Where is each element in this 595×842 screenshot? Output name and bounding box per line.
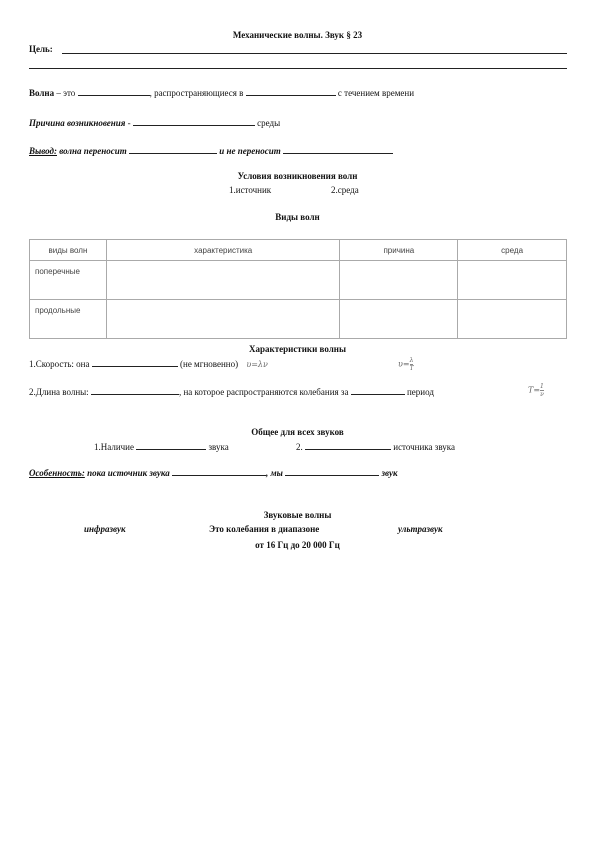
conclusion-blank-1[interactable] bbox=[129, 145, 217, 154]
feature-text-3: звук bbox=[381, 468, 398, 478]
table-header: виды волн bbox=[30, 240, 107, 261]
length-blank-2[interactable] bbox=[351, 386, 405, 395]
speed-formula: υ=λν bbox=[246, 360, 268, 369]
table-row bbox=[30, 261, 567, 300]
row-label-longitudinal: продольные bbox=[30, 300, 107, 339]
conditions-heading: Условия возникновения волн bbox=[237, 171, 358, 181]
table-cell[interactable] bbox=[340, 261, 458, 300]
common-item-1-label: 1.Наличие bbox=[94, 442, 134, 452]
period-formula-lhs: T= bbox=[528, 385, 541, 395]
cause-end: среды bbox=[257, 118, 281, 128]
table-cell[interactable] bbox=[458, 261, 567, 300]
types-heading: Виды волн bbox=[275, 212, 320, 222]
table-header: причина bbox=[340, 240, 458, 261]
wave-def-mid: , распространяющиеся в bbox=[149, 88, 244, 98]
wave-def-end: с течением времени bbox=[337, 88, 415, 98]
goal-blank-line-1[interactable] bbox=[62, 53, 567, 54]
speed-blank[interactable] bbox=[92, 358, 178, 367]
table-cell[interactable] bbox=[458, 300, 567, 339]
conditions-item-1: 1.источник bbox=[229, 185, 272, 195]
goal-blank-line-2[interactable] bbox=[29, 68, 567, 69]
speed-line bbox=[29, 358, 268, 369]
length-line bbox=[29, 386, 434, 397]
conclusion-text-1: волна переносит bbox=[57, 146, 127, 156]
wave-term: Волна bbox=[29, 88, 55, 98]
table-row bbox=[30, 300, 567, 339]
speed-note: (не мгновенно) bbox=[180, 359, 239, 369]
common-item-2 bbox=[296, 441, 455, 452]
feature-label: Особенность: bbox=[29, 468, 85, 478]
speed-formula-2 bbox=[398, 357, 414, 372]
table-header: среда bbox=[458, 240, 567, 261]
wave-definition bbox=[29, 87, 414, 98]
conclusion-label: Вывод: bbox=[29, 146, 57, 156]
frequency-range: от 16 Гц до 20 000 Гц bbox=[255, 540, 340, 550]
page-title: Механические волны. Звук § 23 bbox=[232, 30, 363, 40]
row-label-transverse: поперечные bbox=[30, 261, 107, 300]
feature-line bbox=[29, 467, 398, 478]
table-header: характеристика bbox=[106, 240, 340, 261]
sound-waves-heading: Звуковые волны bbox=[263, 510, 332, 520]
common-blank-2[interactable] bbox=[305, 441, 391, 450]
common-item-1 bbox=[94, 441, 229, 452]
wave-def-this: – это bbox=[54, 88, 76, 98]
length-mid: , на которое распространяются колебания за bbox=[178, 387, 349, 397]
goal-label: Цель: bbox=[29, 44, 53, 54]
cause-blank[interactable] bbox=[133, 117, 255, 126]
cause-dash: - bbox=[125, 118, 131, 128]
wave-blank-1[interactable] bbox=[78, 87, 150, 96]
speed-formula-2-num: λ bbox=[409, 357, 414, 364]
table-cell[interactable] bbox=[106, 261, 340, 300]
common-item-2-label: 2. bbox=[296, 442, 303, 452]
range-intro: Это колебания в диапазоне bbox=[209, 524, 320, 534]
conclusion-text-2: и не переносит bbox=[217, 146, 281, 156]
feature-text-1: пока источник звука bbox=[84, 468, 170, 478]
cause-label: Причина возникновения bbox=[29, 118, 126, 128]
table-cell[interactable] bbox=[340, 300, 458, 339]
wave-types-table bbox=[29, 239, 567, 339]
conditions-item-2: 2.среда bbox=[331, 185, 359, 195]
cause-line bbox=[29, 117, 280, 128]
period-formula-den: ν bbox=[540, 391, 544, 398]
infrasound-label: инфразвук bbox=[84, 524, 126, 534]
characteristics-heading: Характеристики волны bbox=[249, 344, 346, 354]
length-label: 2.Длина волны: bbox=[29, 387, 89, 397]
period-formula-num: 1 bbox=[540, 383, 544, 390]
common-item-2-end: источника звука bbox=[393, 442, 456, 452]
table-header-row bbox=[30, 240, 567, 261]
feature-blank-1[interactable] bbox=[172, 467, 266, 476]
speed-label: 1.Скорость: она bbox=[29, 359, 90, 369]
speed-formula-2-den: T bbox=[409, 365, 414, 372]
common-heading: Общее для всех звуков bbox=[251, 427, 344, 437]
ultrasound-label: ультразвук bbox=[398, 524, 443, 534]
common-item-1-end: звука bbox=[208, 442, 229, 452]
period-formula bbox=[528, 383, 544, 398]
wave-blank-2[interactable] bbox=[246, 87, 336, 96]
table-cell[interactable] bbox=[106, 300, 340, 339]
length-end: период bbox=[406, 387, 434, 397]
feature-blank-2[interactable] bbox=[285, 467, 379, 476]
speed-formula-2-lhs: υ= bbox=[398, 359, 410, 369]
common-blank-1[interactable] bbox=[136, 441, 206, 450]
conclusion-line bbox=[29, 145, 393, 156]
conclusion-blank-2[interactable] bbox=[283, 145, 393, 154]
feature-text-2: , мы bbox=[266, 468, 283, 478]
length-blank-1[interactable] bbox=[91, 386, 179, 395]
